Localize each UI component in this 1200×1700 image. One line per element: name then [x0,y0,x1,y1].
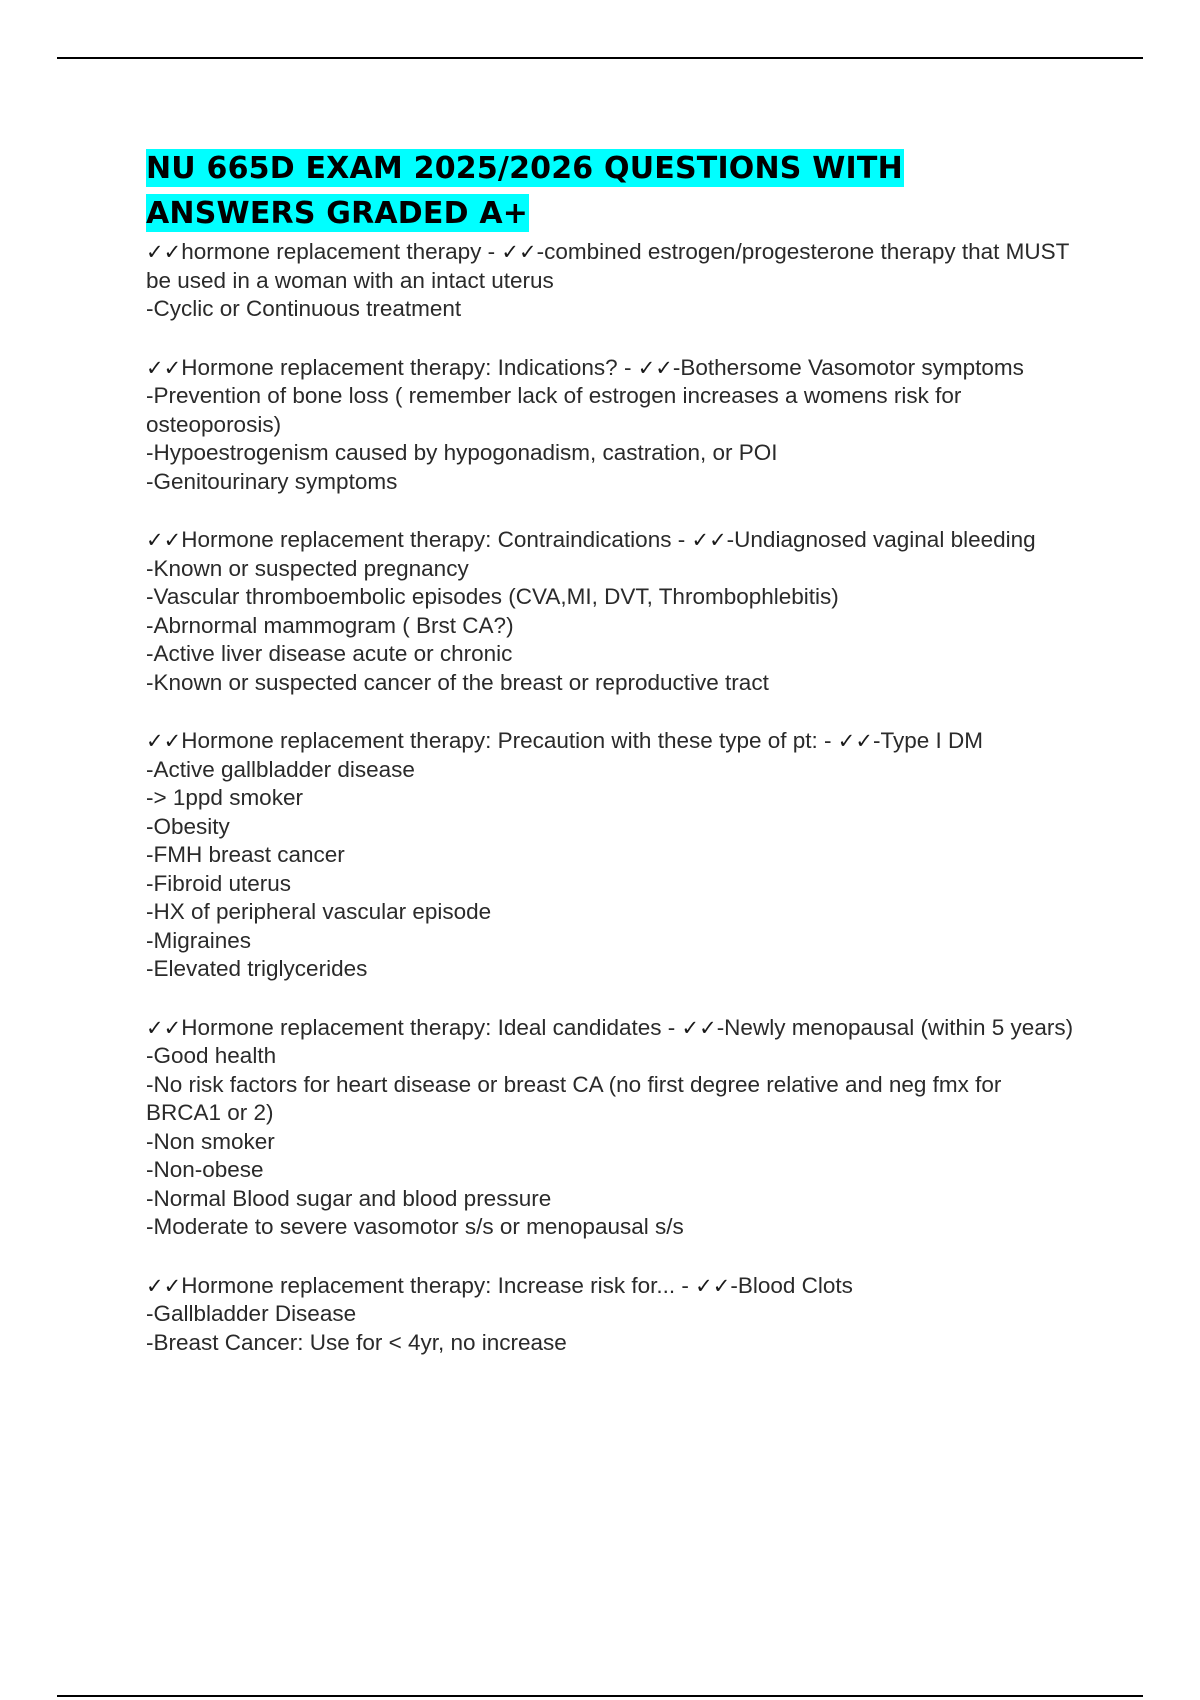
qa-question-line [146,238,1076,295]
answer-line: -Active gallbladder disease [146,756,415,782]
question-text: hormone replacement therapy [181,239,482,264]
separator: - [817,728,838,753]
answer-line: -Moderate to severe vasomotor s/s or menopausal s/s [146,1214,684,1239]
double-check-icon: ✓✓ [691,528,727,552]
double-check-icon: ✓✓ [146,729,182,753]
double-check-icon: ✓✓ [146,1015,182,1040]
separator: - [661,1014,682,1040]
answer-line: -Undiagnosed vaginal bleeding [726,527,1036,552]
answer-line: -Gallbladder Disease [146,1301,357,1326]
answer-line: -Cyclic or Continuous treatment [146,296,462,321]
answer-line: -Obesity [146,813,230,839]
double-check-icon: ✓✓ [146,240,182,264]
question-text: Hormone replacement therapy: Indications? [181,354,618,380]
qa-question-line [146,727,1076,756]
qa-entry [146,1272,1076,1358]
qa-entry [146,526,1076,697]
answer-line: -combined estrogen/progesterone therapy that MUST be used in a woman with an intact uterus [146,239,1069,293]
double-check-icon: ✓✓ [695,1273,731,1298]
footer-rule [57,1695,1143,1697]
separator: - [617,354,638,380]
double-check-icon: ✓✓ [501,240,537,264]
answer-line: -Hypoestrogenism caused by hypogonadism, castration, or POI [146,440,778,465]
qa-question-line [146,354,1076,383]
separator: - [675,1272,696,1298]
question-text: Hormone replacement therapy: Contraindications [181,527,672,552]
double-check-icon: ✓✓ [146,355,182,380]
double-check-icon: ✓✓ [146,1273,182,1298]
qa-entry [146,1014,1076,1242]
document-title: NU 665D EXAM 2025/2026 QUESTIONS WITH ANSWERS GRADED A+ [146,151,903,231]
answer-line: -Known or suspected cancer of the breast or reproductive tract [146,669,769,695]
question-text: Hormone replacement therapy: Increase risk for... [181,1272,676,1298]
qa-entry [146,238,1076,324]
answer-line: -HX of peripheral vascular episode [146,899,492,924]
document-body [146,146,1076,1387]
answer-line: -> 1ppd smoker [146,785,303,810]
answer-line: -Vascular thromboembolic episodes (CVA,MI, DVT, Thrombophlebitis) [146,584,839,609]
question-text: Hormone replacement therapy: Ideal candidates [181,1014,662,1040]
question-text: Hormone replacement therapy: Precaution with these type of pt: [181,728,818,753]
double-check-icon: ✓✓ [837,729,873,753]
answer-line: -Blood Clots [730,1272,853,1298]
answer-line: -Elevated triglycerides [146,956,368,981]
answer-line: -Active liver disease acute or chronic [146,641,513,666]
separator: - [481,239,502,264]
answer-line: -Fibroid uterus [146,870,292,896]
answer-line: -Normal Blood sugar and blood pressure [146,1185,552,1211]
double-check-icon: ✓✓ [681,1015,717,1040]
answer-line: -Non smoker [146,1128,275,1154]
double-check-icon: ✓✓ [146,528,182,552]
answer-line: -No risk factors for heart disease or breast CA (no first degree relative and neg fmx for BRCA1 or 2) [146,1071,1002,1125]
answer-line: -Known or suspected pregnancy [146,555,469,581]
answer-line: -Abrnormal mammogram ( Brst CA?) [146,612,514,638]
qa-list [146,238,1076,1357]
answer-line: -Newly menopausal (within 5 years) [716,1014,1074,1040]
separator: - [671,527,692,552]
qa-question-line [146,1272,1076,1301]
answer-line: -Bothersome Vasomotor symptoms [672,354,1024,380]
answer-line: -Migraines [146,927,252,953]
answer-line: -Prevention of bone loss ( remember lack of estrogen increases a womens risk for osteoporosis) [146,383,962,437]
double-check-icon: ✓✓ [637,355,673,380]
qa-question-line [146,1014,1076,1043]
answer-line: -Non-obese [146,1157,264,1182]
qa-question-line [146,526,1076,555]
qa-entry [146,727,1076,984]
qa-entry [146,354,1076,497]
answer-line: -Type I DM [873,728,984,753]
answer-line: -FMH breast cancer [146,842,345,867]
answer-line: -Genitourinary symptoms [146,468,398,494]
header-rule [57,57,1143,59]
answer-line: -Good health [146,1043,277,1068]
answer-line: -Breast Cancer: Use for < 4yr, no increase [146,1329,567,1355]
